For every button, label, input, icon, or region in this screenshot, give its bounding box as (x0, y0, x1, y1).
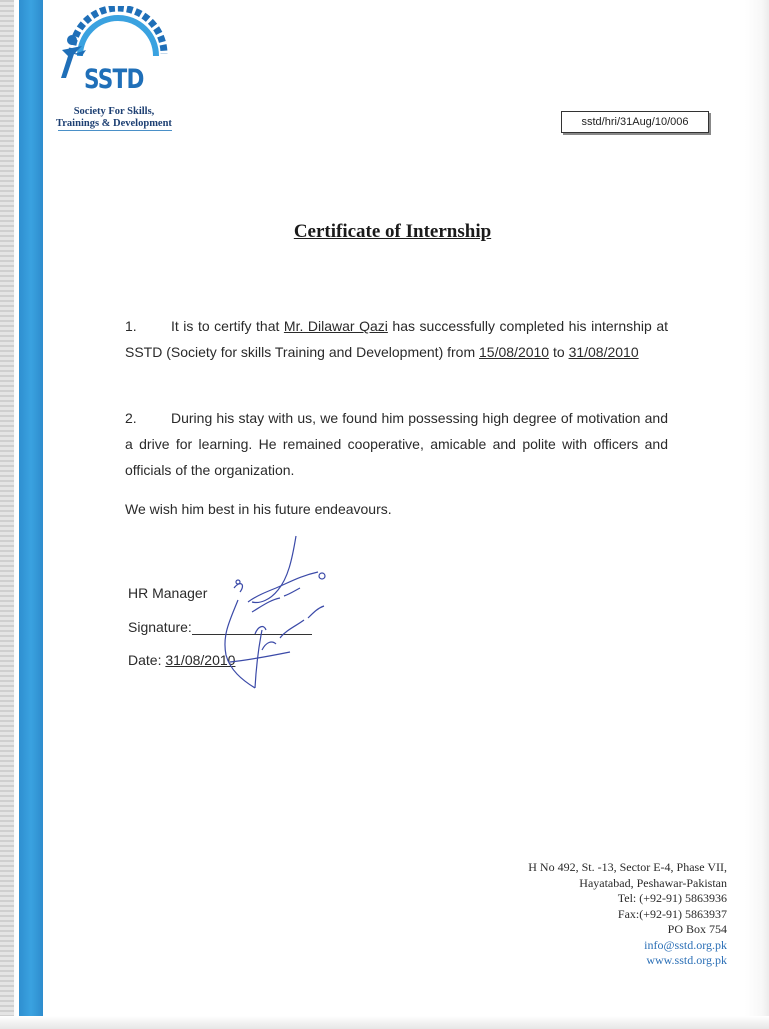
date-label: Date: (128, 652, 162, 668)
paragraph-1 (125, 313, 668, 365)
page-bottom-edge (0, 1016, 769, 1029)
address-line-1: H No 492, St. -13, Sector E-4, Phase VII, (528, 860, 727, 874)
intern-name: Mr. Dilawar Qazi (283, 318, 388, 334)
paragraph-2-text: During his stay with us, we found him possessing high degree of motivation and a drive for learning. He remained cooperative, amicable and polite with officers and officials of the organization. (125, 410, 668, 478)
blue-side-bar (19, 0, 43, 1029)
paragraph-1-text-c: to (549, 344, 569, 360)
reference-number: sstd/hri/31Aug/10/006 (561, 111, 709, 133)
closing-line: We wish him best in his future endeavours. (125, 501, 392, 517)
signature-date: 31/08/2010 (165, 652, 236, 668)
hr-manager-label: HR Manager (128, 585, 208, 601)
address-line-2: Hayatabad, Peshawar-Pakistan (579, 875, 727, 890)
paragraph-2 (125, 405, 668, 483)
logo-wordmark: SSTD (84, 64, 144, 95)
signature-label: Signature: (128, 619, 192, 635)
tagline-line-1: Society For Skills, (73, 106, 155, 117)
logo-tagline (52, 106, 176, 130)
paragraph-2-number: 2. (125, 410, 137, 426)
certificate-title: Certificate of Internship (293, 221, 492, 242)
tagline-line-2: Trainings & Development (56, 118, 172, 129)
handwritten-signature (200, 530, 340, 695)
date-to: 31/08/2010 (568, 344, 639, 360)
website-link[interactable]: www.sstd.org.pk (646, 953, 727, 967)
telephone: Tel: (+92-91) 5863936 (617, 891, 727, 905)
fax: Fax:(+92-91) 5863937 (617, 906, 727, 921)
paragraph-1-text-b: has successfully completed his internship at SSTD (Society for skills Training and Development) from (125, 318, 668, 360)
paragraph-1-text-a: It is to certify that (171, 318, 284, 334)
sstd-logo (52, 6, 182, 129)
email-link[interactable]: info@sstd.org.pk (644, 937, 727, 952)
po-box: PO Box 754 (667, 922, 727, 936)
scan-edge (0, 0, 14, 1029)
date-from: 15/08/2010 (479, 344, 550, 360)
contact-address-block (470, 860, 727, 969)
paragraph-1-number: 1. (125, 318, 137, 334)
tagline-rule (58, 130, 172, 131)
